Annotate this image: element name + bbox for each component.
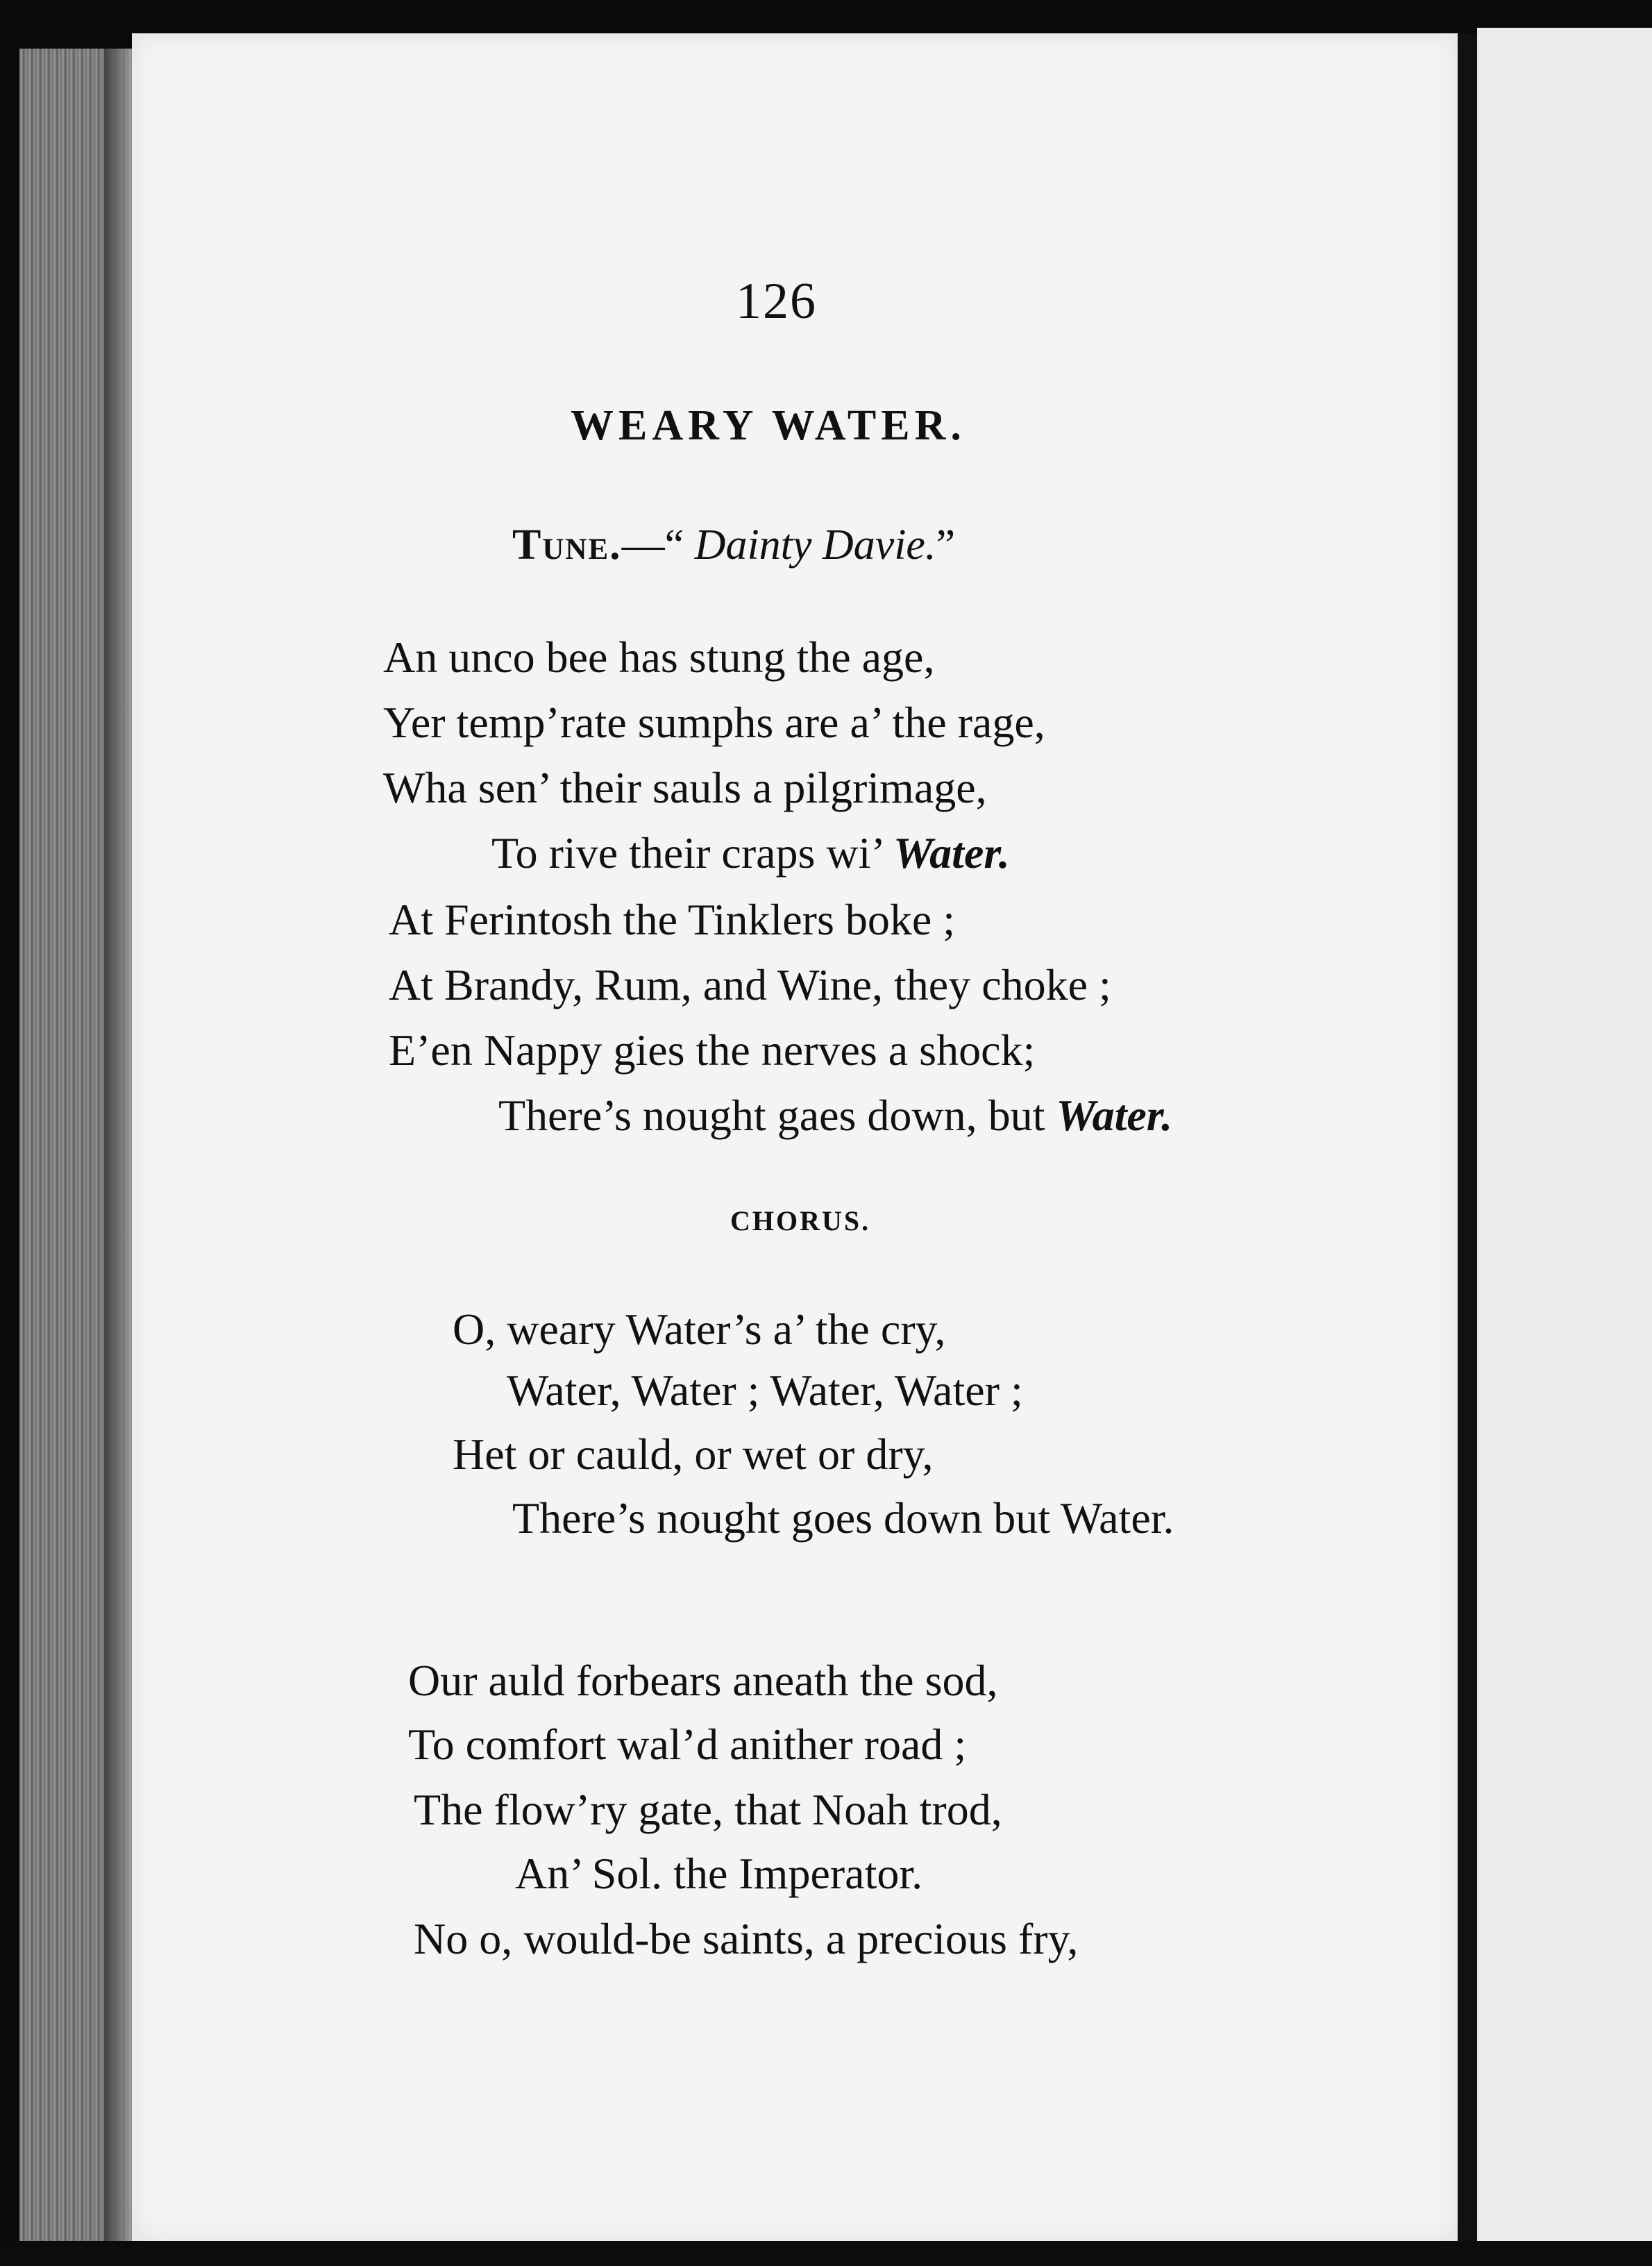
verse-text: An’ Sol. the Imperator.: [515, 1849, 923, 1898]
chorus-heading: CHORUS.: [730, 1205, 871, 1236]
verse-emphasis: Water.: [893, 828, 1010, 878]
facing-page-edge: [1477, 28, 1652, 2242]
verse1-line-1: [383, 632, 934, 683]
chorus-line-3: [453, 1429, 934, 1480]
chorus-line-1: [453, 1304, 945, 1355]
verse-text: E’en Nappy gies the nerves a shock;: [389, 1025, 1036, 1075]
verse1-line-5: [389, 894, 955, 946]
chorus-text: Het or cauld, or wet or dry,: [453, 1429, 934, 1479]
verse-text: There’s nought gaes down, but: [498, 1091, 1056, 1140]
chorus-line-4: [512, 1493, 1174, 1544]
verse1-line-8: [498, 1090, 1172, 1141]
verse2-line-3: [414, 1784, 1002, 1836]
verse-text: Wha sen’ their sauls a pilgrimage,: [383, 763, 987, 812]
verse2-line-5: [414, 1913, 1078, 1965]
verse-text: At Brandy, Rum, and Wine, they choke ;: [389, 960, 1111, 1009]
verse-text: To rive their craps wi’: [491, 828, 893, 878]
tune-label: Tune.: [512, 521, 622, 569]
verse2-line-2: [408, 1719, 966, 1770]
verse-text: Our auld forbears aneath the sod,: [408, 1656, 998, 1705]
verse2-line-4: [515, 1848, 922, 1899]
chorus-line-2: [507, 1365, 1023, 1416]
book-gutter: [1458, 33, 1477, 2241]
verse-text: No o, would-be saints, a precious fry,: [414, 1914, 1079, 1963]
verse-text: An unco bee has stung the age,: [383, 632, 935, 682]
chorus-text: Water, Water ; Water, Water ;: [507, 1366, 1023, 1415]
verse1-line-2: [383, 697, 1045, 748]
page-edge-shadow: [104, 49, 135, 2242]
verse1-line-4: [491, 828, 1010, 879]
verse2-line-1: [408, 1655, 997, 1706]
verse1-line-6: [389, 959, 1111, 1011]
song-title: WEARY WATER.: [571, 402, 966, 449]
tune-line: [512, 521, 955, 570]
verse-text: To comfort wal’d anither road ;: [408, 1720, 967, 1769]
verse-emphasis: Water.: [1056, 1091, 1173, 1140]
chorus-text: There’s nought goes down but Water.: [512, 1493, 1174, 1543]
verse-text: At Ferintosh the Tinklers boke ;: [389, 895, 956, 944]
tune-close-quote: ”: [936, 521, 955, 569]
page-number: 126: [736, 273, 817, 330]
chorus-text: O, weary Water’s a’ the cry,: [453, 1304, 946, 1354]
verse1-line-3: [383, 762, 987, 814]
tune-separator: —“: [621, 521, 695, 569]
verse-text: Yer temp’rate sumphs are a’ the rage,: [383, 698, 1045, 747]
scan-border-bottom: [0, 2241, 1652, 2266]
verse-text: The flow’ry gate, that Noah trod,: [414, 1785, 1002, 1834]
tune-name: Dainty Davie.: [694, 521, 936, 569]
verse1-line-7: [389, 1025, 1035, 1076]
